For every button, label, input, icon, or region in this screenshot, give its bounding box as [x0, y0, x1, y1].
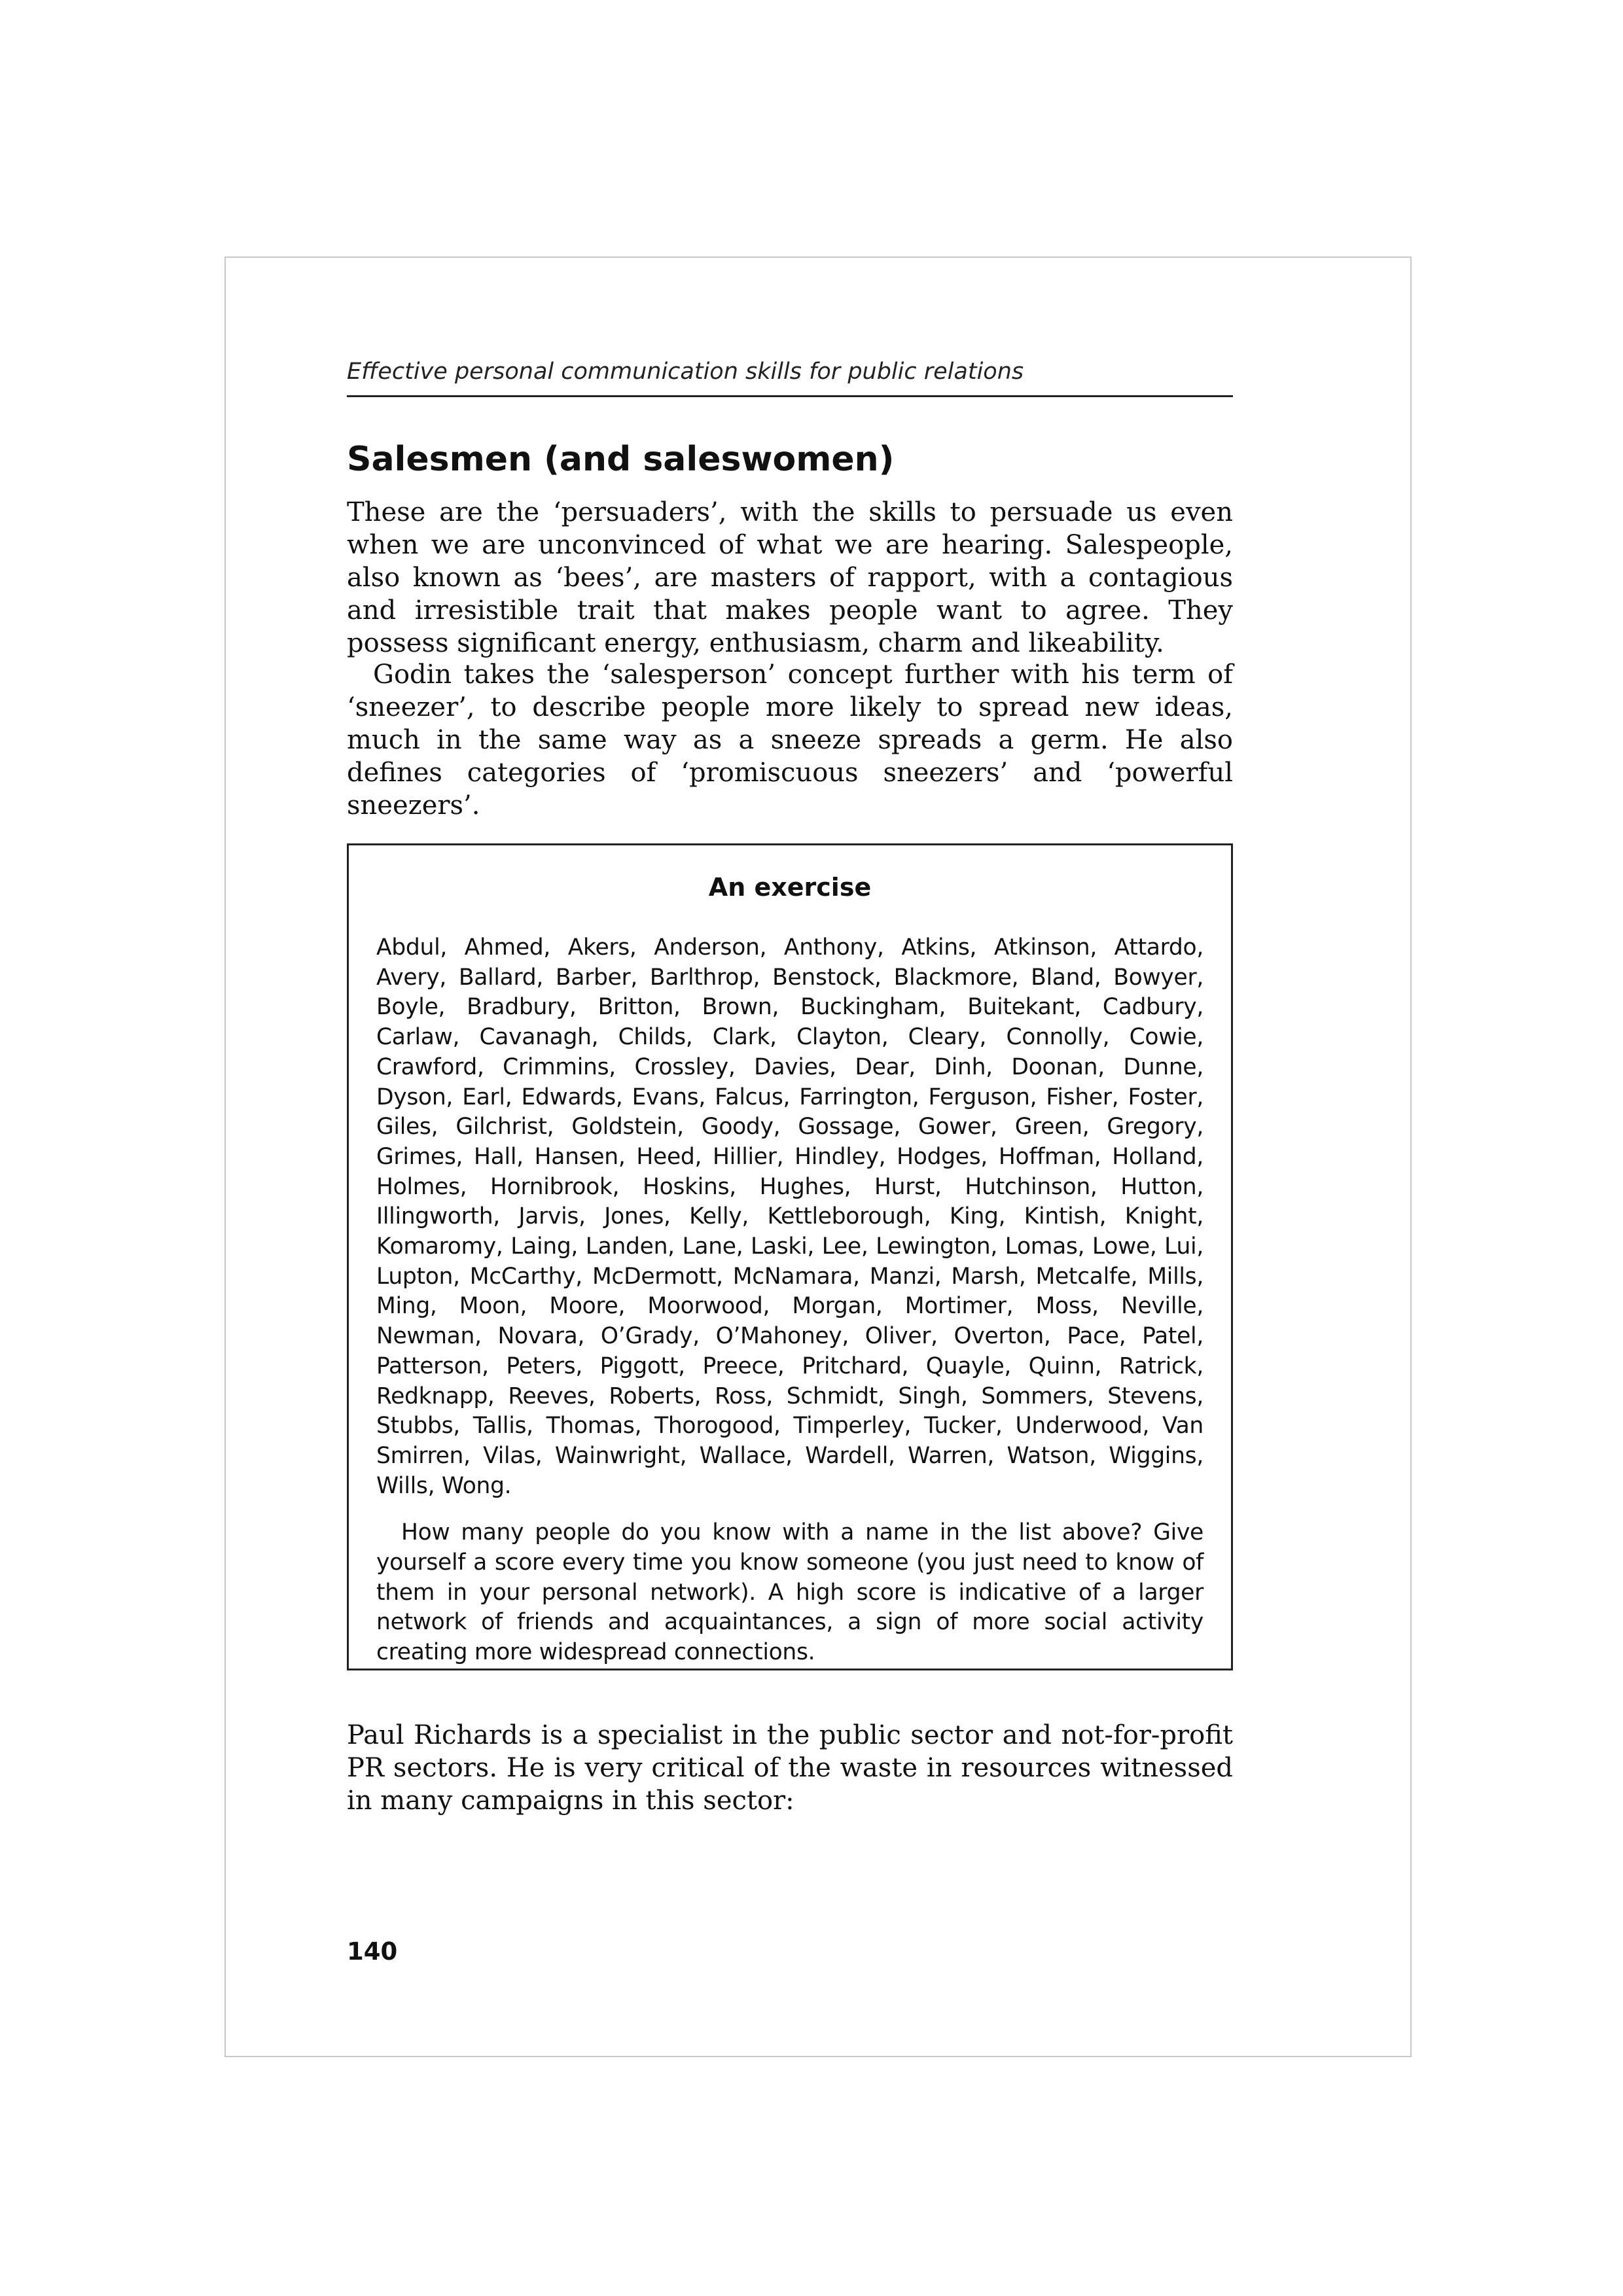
page-number: 140 [347, 1937, 398, 1966]
exercise-question: How many people do you know with a name in the list above? Give yourself a score every time you know someone (you just need to know of them in your personal network). A high score is indicative of a larger network of friends and acquaintances, a sign of more social activity creating more widespread connections. [376, 1519, 1204, 1666]
running-header: Effective personal communication skills for public relations [347, 352, 1233, 397]
section-heading: Salesmen (and saleswomen) [347, 440, 895, 479]
closing-paragraph: Paul Richards is a specialist in the public sector and not-for-profit PR sectors. He is very critical of the waste in resources witnessed in many campaigns in this sector: [347, 1720, 1233, 1816]
exercise-name-list: Abdul, Ahmed, Akers, Anderson, Anthony, Atkins, Atkinson, Attardo, Avery, Ballard, Barber, Barlthrop, Benstock, Blackmore, Bland, Bowyer, Boyle, Bradbury, Britton, Brown, Buckingham, Buitekant, Cadbury, Carlaw, Cavanagh, Childs, Clark, Clayton, Cleary, Connolly, Cowie, Crawford, Crimmins, Crossley, Davies, Dear, Dinh, Doonan, Dunne, Dyson, Earl, Edwards, Evans, Falcus, Farrington, Ferguson, Fisher, Foster, Giles, Gilchrist, Goldstein, Goody, Gossage, Gower, Green, Gregory, Grimes, Hall, Hansen, Heed, Hillier, Hindley, Hodges, Hoffman, Holland, Holmes, Hornibrook, Hoskins, Hughes, Hurst, Hutchinson, Hutton, Illingworth, Jarvis, Jones, Kelly, Kettleborough, King, Kintish, Knight, Komaromy, Laing, Landen, Lane, Laski, Lee, Lewington, Lomas, Lowe, Lui, Lupton, McCarthy, McDermott, McNamara, Manzi, Marsh, Metcalfe, Mills, Ming, Moon, Moore, Moorwood, Morgan, Mortimer, Moss, Neville, Newman, Novara, O’Grady, O’Mahoney, Oliver, Overton, Pace, Patel, Patterson, Peters, Piggott, Preece, Pritchard, Quayle, Quinn, Ratrick, Redknapp, Reeves, Roberts, Ross, Schmidt, Singh, Sommers, Stevens, Stubbs, Tallis, Thomas, Thorogood, Timperley, Tucker, Underwood, Van Smirren, Vilas, Wainwright, Wallace, Wardell, Warren, Watson, Wiggins, Wills, Wong. [376, 934, 1204, 1499]
exercise-box [347, 843, 1233, 1670]
body-paragraph-2: Godin takes the ‘salesperson’ concept further with his term of ‘sneezer’, to describe people more likely to spread new ideas, much in the same way as a sneeze spreads a germ. He also defines categories of ‘promiscuous sneezers’ and ‘powerful sneezers’. [347, 660, 1233, 821]
body-paragraph-1: These are the ‘persuaders’, with the skills to persuade us even when we are unconvinced of what we are hearing. Salespeople, also known as ‘bees’, are masters of rapport, with a contagious and irresistible trait that makes people want to agree. They possess significant energy, enthusiasm, charm and likeability. [347, 497, 1233, 658]
exercise-title: An exercise [708, 873, 872, 902]
